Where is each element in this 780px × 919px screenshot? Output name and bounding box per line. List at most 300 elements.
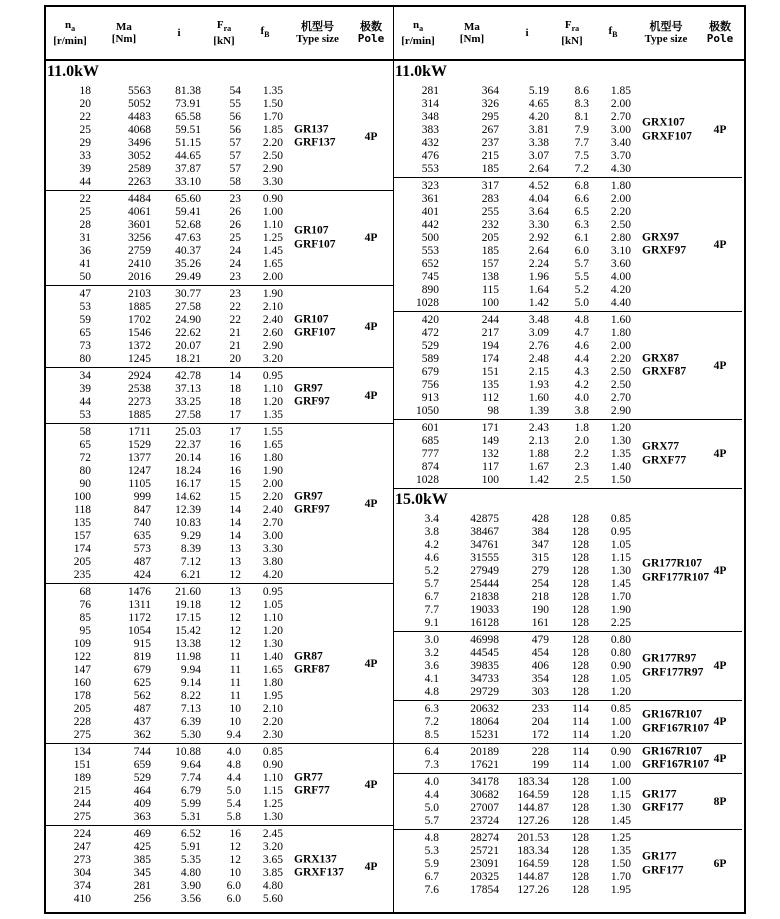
cell-speed: 275 xyxy=(73,810,91,823)
cell-torque: 385 xyxy=(133,853,151,866)
type-size-label xyxy=(642,653,703,680)
type-size-line: GR177R97 xyxy=(642,652,697,665)
cell-radial-force: 4.0 xyxy=(226,745,241,758)
cell-service-factor: 1.15 xyxy=(610,788,631,801)
cell-speed: 151 xyxy=(73,758,91,771)
cell-speed: 361 xyxy=(421,192,439,205)
cell-service-factor: 1.80 xyxy=(262,676,283,689)
cell-torque: 1105 xyxy=(128,477,151,490)
col-header-pole: 极数 Pole xyxy=(706,20,734,45)
cell-torque: 1372 xyxy=(128,339,151,352)
cell-service-factor: 1.20 xyxy=(610,421,631,434)
cell-torque: 25721 xyxy=(470,844,499,857)
cell-torque: 1054 xyxy=(128,624,151,637)
table-row xyxy=(394,150,742,163)
cell-speed: 1028 xyxy=(416,473,439,486)
cell-radial-force: 2.5 xyxy=(574,473,589,486)
cell-ratio: 81.38 xyxy=(175,84,201,97)
cell-torque: 915 xyxy=(133,637,151,650)
col-header-type-size: 机型号 Type size xyxy=(296,20,339,45)
cell-service-factor: 4.20 xyxy=(610,283,631,296)
cell-service-factor: 2.10 xyxy=(262,300,283,313)
cell-radial-force: 24 xyxy=(229,257,241,270)
cell-service-factor: 1.95 xyxy=(262,689,283,702)
cell-ratio: 8.39 xyxy=(180,542,201,555)
cell-torque: 1702 xyxy=(128,313,151,326)
cell-radial-force: 20 xyxy=(229,352,241,365)
cell-radial-force: 14 xyxy=(229,503,241,516)
pole-label: 6P xyxy=(713,858,727,870)
type-size-line: GR177R107 xyxy=(642,557,703,570)
type-size-line: GRX107 xyxy=(642,116,685,129)
col-header-type-size: 机型号 Type size xyxy=(644,20,688,45)
cell-ratio: 6.39 xyxy=(180,715,201,728)
table-row xyxy=(394,245,742,258)
cell-speed: 50 xyxy=(79,270,91,283)
cell-service-factor: 1.55 xyxy=(262,425,283,438)
cell-ratio: 5.30 xyxy=(180,728,201,741)
cell-speed: 73 xyxy=(79,339,91,352)
cell-service-factor: 2.70 xyxy=(610,391,631,404)
cell-speed: 72 xyxy=(79,451,91,464)
table-row xyxy=(46,370,393,383)
cell-ratio: 406 xyxy=(531,659,549,672)
cell-service-factor: 2.20 xyxy=(610,352,631,365)
cell-ratio: 7.13 xyxy=(180,702,201,715)
cell-ratio: 2.13 xyxy=(528,434,549,447)
table-row xyxy=(46,150,393,163)
table-row xyxy=(46,530,393,543)
cell-speed: 22 xyxy=(79,110,91,123)
table-row xyxy=(46,478,393,491)
cell-ratio: 33.10 xyxy=(175,175,201,188)
cell-radial-force: 4.3 xyxy=(574,365,589,378)
table-row xyxy=(394,366,742,379)
cell-radial-force: 4.8 xyxy=(226,758,241,771)
table-row xyxy=(394,180,742,193)
cell-ratio: 25.03 xyxy=(175,425,201,438)
cell-torque: 363 xyxy=(133,810,151,823)
cell-speed: 135 xyxy=(73,516,91,529)
cell-speed: 8.5 xyxy=(424,728,439,741)
col-header-ratio: i xyxy=(525,27,529,39)
table-row xyxy=(46,111,393,124)
cell-service-factor: 1.80 xyxy=(610,326,631,339)
cell-service-factor: 1.10 xyxy=(262,611,283,624)
cell-torque: 1546 xyxy=(128,326,151,339)
cell-speed: 432 xyxy=(421,136,439,149)
cell-speed: 36 xyxy=(79,244,91,257)
cell-ratio: 5.91 xyxy=(180,840,201,853)
cell-radial-force: 6.0 xyxy=(574,244,589,257)
table-row xyxy=(394,591,742,604)
cell-service-factor: 1.45 xyxy=(610,577,631,590)
cell-service-factor: 1.40 xyxy=(610,460,631,473)
cell-speed: 31 xyxy=(79,231,91,244)
table-row xyxy=(46,137,393,150)
cell-speed: 147 xyxy=(73,663,91,676)
table-row xyxy=(46,383,393,396)
table-row xyxy=(394,884,742,897)
cell-torque: 635 xyxy=(133,529,151,542)
cell-radial-force: 114 xyxy=(572,702,589,715)
type-section xyxy=(46,424,393,584)
type-section xyxy=(46,191,393,286)
cell-service-factor: 0.85 xyxy=(610,512,631,525)
cell-service-factor: 2.25 xyxy=(610,616,631,629)
cell-ratio: 3.30 xyxy=(528,218,549,231)
cell-torque: 20189 xyxy=(470,745,499,758)
cell-speed: 348 xyxy=(421,110,439,123)
type-size-line: GRF97 xyxy=(294,395,330,408)
cell-ratio: 8.22 xyxy=(180,689,201,702)
cell-speed: 1050 xyxy=(416,404,439,417)
cell-radial-force: 4.2 xyxy=(574,378,589,391)
cell-ratio: 2.48 xyxy=(528,352,549,365)
table-row xyxy=(394,297,742,310)
table-row xyxy=(46,85,393,98)
cell-torque: 819 xyxy=(133,650,151,663)
table-row xyxy=(394,686,742,699)
cell-service-factor: 3.20 xyxy=(262,352,283,365)
pole-label: 4P xyxy=(713,565,727,577)
table-row xyxy=(394,634,742,647)
cell-torque: 362 xyxy=(133,728,151,741)
cell-service-factor: 3.10 xyxy=(610,244,631,257)
cell-ratio: 2.24 xyxy=(528,257,549,270)
cell-torque: 135 xyxy=(481,378,499,391)
cell-speed: 273 xyxy=(73,853,91,866)
cell-radial-force: 6.5 xyxy=(574,205,589,218)
cell-ratio: 164.59 xyxy=(517,857,549,870)
cell-speed: 5.3 xyxy=(424,844,439,857)
table-row xyxy=(46,504,393,517)
cell-radial-force: 128 xyxy=(571,857,589,870)
cell-torque: 5563 xyxy=(128,84,151,97)
cell-ratio: 183.34 xyxy=(517,775,549,788)
cell-torque: 185 xyxy=(481,162,499,175)
table-row xyxy=(394,539,742,552)
cell-torque: 573 xyxy=(133,542,151,555)
type-size-label xyxy=(642,441,686,468)
cell-torque: 185 xyxy=(481,244,499,257)
cell-speed: 9.1 xyxy=(424,616,439,629)
pole-label: 4P xyxy=(364,320,378,333)
cell-torque: 100 xyxy=(481,473,499,486)
cell-torque: 46998 xyxy=(470,633,499,646)
table-row xyxy=(394,461,742,474)
cell-radial-force: 8.6 xyxy=(574,84,589,97)
cell-radial-force: 57 xyxy=(229,149,241,162)
cell-torque: 157 xyxy=(481,257,499,270)
table-row xyxy=(46,625,393,638)
cell-service-factor: 1.25 xyxy=(262,797,283,810)
type-section xyxy=(46,83,393,191)
cell-ratio: 315 xyxy=(531,551,549,564)
cell-torque: 1885 xyxy=(128,300,151,313)
cell-speed: 6.7 xyxy=(424,590,439,603)
cell-speed: 401 xyxy=(421,205,439,218)
cell-speed: 33 xyxy=(79,149,91,162)
table-row xyxy=(394,617,742,630)
cell-ratio: 42.78 xyxy=(175,369,201,382)
cell-ratio: 2.64 xyxy=(528,162,549,175)
cell-speed: 4.8 xyxy=(424,831,439,844)
table-row xyxy=(394,448,742,461)
cell-service-factor: 1.50 xyxy=(610,857,631,870)
cell-ratio: 7.74 xyxy=(180,771,201,784)
table-row xyxy=(394,422,742,435)
cell-service-factor: 2.30 xyxy=(262,728,283,741)
table-row xyxy=(46,288,393,301)
cell-speed: 553 xyxy=(421,162,439,175)
cell-torque: 999 xyxy=(133,490,151,503)
cell-service-factor: 1.25 xyxy=(262,231,283,244)
cell-speed: 420 xyxy=(421,313,439,326)
cell-ratio: 454 xyxy=(531,646,549,659)
type-section xyxy=(394,511,742,632)
table-row xyxy=(46,677,393,690)
cell-ratio: 19.18 xyxy=(175,598,201,611)
cell-service-factor: 0.85 xyxy=(610,702,631,715)
cell-torque: 1377 xyxy=(128,451,151,464)
cell-service-factor: 2.00 xyxy=(610,339,631,352)
cell-radial-force: 5.5 xyxy=(574,270,589,283)
col-header-pole: 极数 Pole xyxy=(357,20,385,45)
cell-speed: 157 xyxy=(73,529,91,542)
cell-radial-force: 128 xyxy=(571,870,589,883)
cell-speed: 205 xyxy=(73,702,91,715)
cell-radial-force: 11 xyxy=(229,689,241,702)
cell-radial-force: 3.8 xyxy=(574,404,589,417)
cell-ratio: 13.38 xyxy=(175,637,201,650)
cell-radial-force: 12 xyxy=(229,840,241,853)
cell-service-factor: 2.20 xyxy=(610,205,631,218)
cell-radial-force: 16 xyxy=(229,827,241,840)
cell-ratio: 384 xyxy=(531,525,549,538)
cell-ratio: 190 xyxy=(531,603,549,616)
cell-service-factor: 0.85 xyxy=(262,745,283,758)
cell-torque: 98 xyxy=(487,404,499,417)
cell-service-factor: 0.90 xyxy=(610,745,631,758)
cell-speed: 685 xyxy=(421,434,439,447)
cell-speed: 205 xyxy=(73,555,91,568)
cell-torque: 28274 xyxy=(470,831,499,844)
cell-torque: 295 xyxy=(481,110,499,123)
cell-radial-force: 4.7 xyxy=(574,326,589,339)
cell-speed: 756 xyxy=(421,378,439,391)
table-row xyxy=(46,746,393,759)
cell-speed: 100 xyxy=(73,490,91,503)
cell-ratio: 2.15 xyxy=(528,365,549,378)
col-header-service-factor: $f_B$ xyxy=(260,24,270,40)
cell-ratio: 1.42 xyxy=(528,473,549,486)
cell-ratio: 183.34 xyxy=(517,844,549,857)
cell-torque: 625 xyxy=(133,676,151,689)
table-row xyxy=(394,258,742,271)
cell-radial-force: 21 xyxy=(229,326,241,339)
pole-label: 4P xyxy=(713,752,727,765)
type-size-line: GRXF77 xyxy=(642,454,687,466)
table-row xyxy=(46,664,393,677)
pole-label: 4P xyxy=(364,232,378,244)
table-row xyxy=(394,802,742,815)
col-header-speed: $n_a$ [r/min] xyxy=(53,18,87,48)
cell-ratio: 15.42 xyxy=(175,624,201,637)
cell-service-factor: 1.30 xyxy=(262,637,283,650)
table-row xyxy=(46,409,393,422)
cell-radial-force: 24 xyxy=(229,244,241,257)
cell-radial-force: 26 xyxy=(229,218,241,231)
cell-radial-force: 13 xyxy=(229,585,241,598)
table-row xyxy=(46,163,393,176)
cell-service-factor: 1.90 xyxy=(262,464,283,477)
cell-torque: 2103 xyxy=(128,287,151,300)
cell-ratio: 24.90 xyxy=(175,313,201,326)
cell-torque: 425 xyxy=(133,840,151,853)
cell-ratio: 233 xyxy=(531,702,549,715)
cell-torque: 205 xyxy=(481,231,499,244)
table-row xyxy=(394,193,742,206)
cell-torque: 1172 xyxy=(128,611,151,624)
cell-torque: 100 xyxy=(481,296,499,309)
cell-speed: 224 xyxy=(73,827,91,840)
cell-ratio: 7.12 xyxy=(180,555,201,568)
cell-torque: 23724 xyxy=(470,814,499,827)
pole-label: 4P xyxy=(364,130,378,143)
cell-service-factor: 1.10 xyxy=(262,218,283,231)
table-row xyxy=(46,193,393,206)
cell-speed: 85 xyxy=(79,611,91,624)
cell-torque: 244 xyxy=(481,313,499,326)
cell-torque: 464 xyxy=(133,784,151,797)
cell-ratio: 254 xyxy=(531,577,549,590)
cell-speed: 4.8 xyxy=(424,685,439,698)
type-size-line: GRX87 xyxy=(642,352,680,364)
cell-service-factor: 2.90 xyxy=(262,339,283,352)
cell-ratio: 303 xyxy=(531,685,549,698)
type-size-line: GR97 xyxy=(294,490,323,502)
cell-torque: 364 xyxy=(481,84,499,97)
cell-service-factor: 1.30 xyxy=(262,810,283,823)
cell-ratio: 22.37 xyxy=(175,438,201,451)
cell-ratio: 228 xyxy=(531,745,549,758)
cell-speed: 410 xyxy=(73,892,91,905)
cell-radial-force: 12 xyxy=(229,853,241,866)
table-row xyxy=(46,703,393,716)
table-row xyxy=(394,392,742,405)
table-row xyxy=(46,638,393,651)
pole-label: 4P xyxy=(364,497,378,510)
table-row xyxy=(46,426,393,439)
cell-radial-force: 9.4 xyxy=(226,728,241,741)
cell-service-factor: 2.80 xyxy=(610,231,631,244)
cell-service-factor: 1.50 xyxy=(262,97,283,110)
cell-speed: 874 xyxy=(421,460,439,473)
type-size-line: GR107 xyxy=(294,313,329,325)
type-section xyxy=(394,744,742,774)
type-size-label xyxy=(642,851,684,878)
cell-torque: 744 xyxy=(133,745,151,758)
cell-radial-force: 12 xyxy=(229,611,241,624)
cell-radial-force: 14 xyxy=(229,369,241,382)
cell-speed: 189 xyxy=(73,771,91,784)
cell-service-factor: 1.20 xyxy=(262,395,283,408)
cell-speed: 53 xyxy=(79,408,91,421)
cell-service-factor: 3.30 xyxy=(262,175,283,188)
type-size-line: GRF97 xyxy=(294,503,330,516)
cell-speed: 20 xyxy=(79,97,91,110)
cell-radial-force: 128 xyxy=(571,672,589,685)
cell-radial-force: 22 xyxy=(229,313,241,326)
type-size-label xyxy=(294,123,336,150)
cell-speed: 7.2 xyxy=(424,715,439,728)
cell-torque: 151 xyxy=(481,365,499,378)
cell-speed: 235 xyxy=(73,568,91,581)
cell-speed: 5.7 xyxy=(424,814,439,827)
cell-torque: 1711 xyxy=(128,425,151,438)
cell-speed: 41 xyxy=(79,257,91,270)
cell-service-factor: 2.70 xyxy=(610,110,631,123)
table-row xyxy=(46,124,393,137)
cell-radial-force: 128 xyxy=(571,603,589,616)
table-row xyxy=(46,893,393,906)
table-row xyxy=(46,599,393,612)
table-left-column xyxy=(46,61,394,912)
table-right-column xyxy=(394,61,742,912)
cell-torque: 4068 xyxy=(128,123,151,136)
cell-ratio: 16.17 xyxy=(175,477,201,490)
cell-torque: 487 xyxy=(133,555,151,568)
cell-radial-force: 128 xyxy=(571,616,589,629)
cell-torque: 2016 xyxy=(128,270,151,283)
cell-torque: 138 xyxy=(481,270,499,283)
cell-torque: 1529 xyxy=(128,438,151,451)
cell-service-factor: 1.45 xyxy=(610,814,631,827)
type-size-label xyxy=(294,650,330,677)
cell-service-factor: 0.80 xyxy=(610,646,631,659)
cell-ratio: 59.41 xyxy=(175,205,201,218)
cell-speed: 890 xyxy=(421,283,439,296)
cell-ratio: 1.39 xyxy=(528,404,549,417)
cell-ratio: 161 xyxy=(531,616,549,629)
cell-service-factor: 1.50 xyxy=(610,473,631,486)
cell-radial-force: 128 xyxy=(571,659,589,672)
cell-speed: 22 xyxy=(79,192,91,205)
cell-ratio: 164.59 xyxy=(517,788,549,801)
cell-service-factor: 1.15 xyxy=(610,551,631,564)
cell-service-factor: 1.30 xyxy=(610,801,631,814)
cell-ratio: 9.94 xyxy=(180,663,201,676)
cell-speed: 178 xyxy=(73,689,91,702)
type-size-line: GRX97 xyxy=(642,231,680,243)
cell-speed: 80 xyxy=(79,352,91,365)
cell-service-factor: 1.00 xyxy=(610,775,631,788)
cell-speed: 215 xyxy=(73,784,91,797)
cell-torque: 21838 xyxy=(470,590,499,603)
pole-label: 4P xyxy=(364,778,378,791)
cell-service-factor: 4.30 xyxy=(610,162,631,175)
cell-service-factor: 2.90 xyxy=(262,162,283,175)
cell-service-factor: 4.20 xyxy=(262,568,283,581)
cell-ratio: 6.52 xyxy=(180,827,201,840)
cell-radial-force: 5.4 xyxy=(226,797,241,810)
table-row xyxy=(394,98,742,111)
cell-torque: 174 xyxy=(481,352,499,365)
cell-service-factor: 3.65 xyxy=(262,853,283,866)
cell-radial-force: 25 xyxy=(229,231,241,244)
cell-ratio: 204 xyxy=(531,715,549,728)
